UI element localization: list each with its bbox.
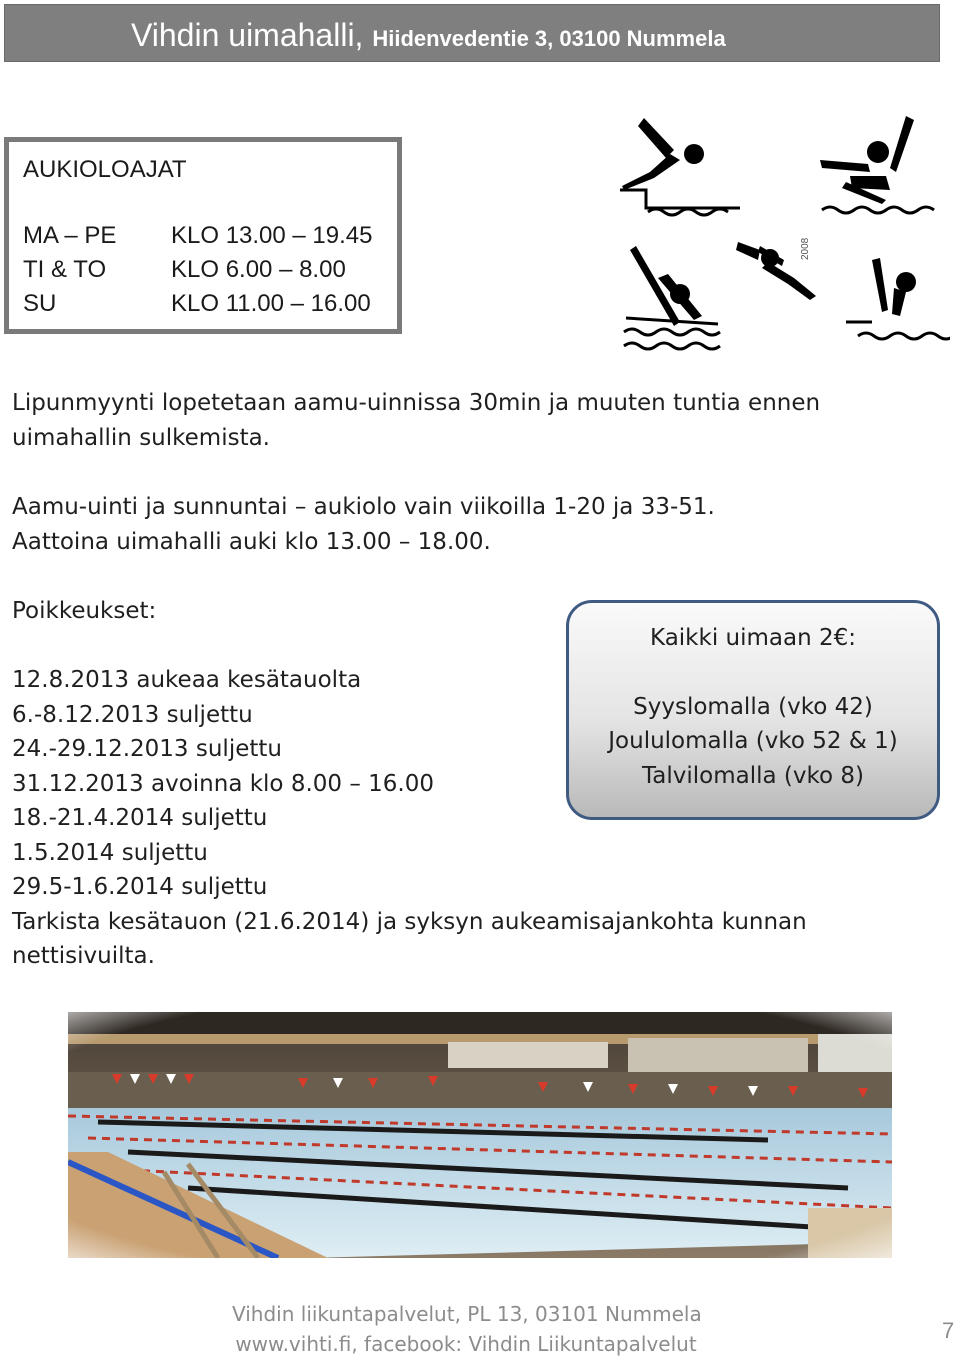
exception-item: 24.-29.12.2013 suljettu [12, 736, 282, 762]
svg-text:2008: 2008 [800, 237, 811, 260]
hours-time: KLO 13.00 – 19.45 [171, 222, 373, 249]
hours-day: TI & TO [23, 256, 107, 283]
page-header [4, 4, 940, 62]
exceptions-title: Poikkeukset: [12, 598, 157, 624]
exception-item: 1.5.2014 suljettu [12, 840, 208, 866]
exception-item: 12.8.2013 aukeaa kesätauolta [12, 667, 362, 693]
price-info-box [566, 600, 940, 820]
price-title: Kaikki uimaan 2€: [650, 625, 856, 651]
page-number: 7 [942, 1318, 955, 1343]
morning-swim-note: Aamu-uinti ja sunnuntai – aukiolo vain viikoilla 1-20 ja 33-51. [12, 494, 715, 520]
opening-hours-title: AUKIOLOAJAT [23, 156, 187, 183]
ticket-sales-note-cont: uimahallin sulkemista. [12, 425, 270, 451]
hours-row [23, 222, 373, 250]
swimming-pool-photo [68, 1012, 892, 1258]
swimming-diving-pictograms-icon [610, 110, 950, 360]
price-item: Syyslomalla (vko 42) [633, 694, 873, 720]
footer-address: Vihdin liikuntapalvelut, PL 13, 03101 Nummela [232, 1302, 702, 1326]
footer-website: www.vihti.fi, facebook: Vihdin Liikuntapalvelut [235, 1332, 697, 1356]
hours-row [23, 290, 371, 318]
hours-day: SU [23, 290, 57, 317]
page-title [131, 17, 726, 54]
hours-time: KLO 6.00 – 8.00 [171, 256, 346, 283]
opening-hours-box [4, 137, 402, 334]
exception-item: 31.12.2013 avoinna klo 8.00 – 16.00 [12, 771, 434, 797]
holiday-eve-note: Aattoina uimahalli auki klo 13.00 – 18.00. [12, 529, 491, 555]
hours-time: KLO 11.00 – 16.00 [171, 290, 371, 317]
hours-row [23, 256, 346, 284]
price-item: Joululomalla (vko 52 & 1) [608, 728, 898, 754]
exception-item: 18.-21.4.2014 suljettu [12, 805, 268, 831]
exception-item: 6.-8.12.2013 suljettu [12, 702, 253, 728]
header-address: Hiidenvedentie 3, 03100 Nummela [372, 26, 726, 51]
ticket-sales-note: Lipunmyynti lopetetaan aamu-uinnissa 30min ja muuten tuntia ennen [12, 390, 821, 416]
summer-break-note-cont: nettisivuilta. [12, 943, 155, 969]
summer-break-note: Tarkista kesätauon (21.6.2014) ja syksyn aukeamisajankohta kunnan [12, 909, 807, 935]
hours-day: MA – PE [23, 222, 117, 249]
exception-item: 29.5-1.6.2014 suljettu [12, 874, 268, 900]
header-title-text: Vihdin uimahalli, [131, 17, 364, 53]
price-item: Talvilomalla (vko 8) [642, 763, 864, 789]
